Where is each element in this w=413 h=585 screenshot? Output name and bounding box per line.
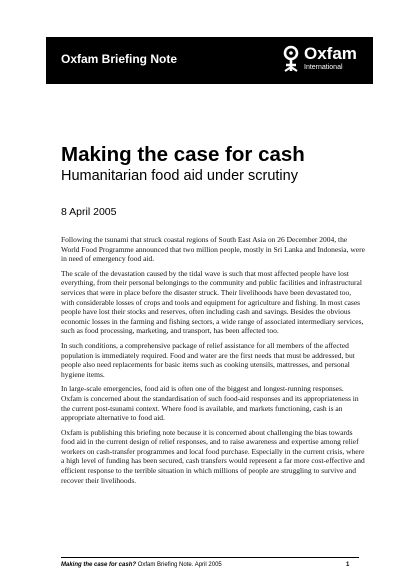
page-number: 1	[346, 562, 350, 568]
footer-text	[61, 562, 222, 569]
body-paragraph: In large-scale emergencies, food aid is often one of the biggest and longest-running responses. Oxfam is concerned about the standardisation of such food-aid responses and its appropriateness in the current post-tsunami context. Where food is available, and markets functioning, cash is an appropriate alternative to food aid.	[61, 384, 359, 423]
document-title: Making the case for cash	[61, 143, 305, 166]
logo-wordmark: Oxfam	[304, 44, 357, 63]
body-paragraph: The scale of the devastation caused by the tidal wave is such that most affected people have lost everything, from their personal belongings to the community and public facilities and infrastructural services that were in place before the disaster struck. Their livelihoods have been devastated too, with considerable losses of crops and tools and equipment for agriculture and fishing. In most cases people have lost their stocks and reserves, often including cash and savings. Besides the obvious economic losses in the farming and fishing sectors, a wide range of associated intermediary services, such as food processing, marketing, and transport, has been affected too.	[61, 268, 364, 336]
body-paragraph: In such conditions, a comprehensive package of relief assistance for all members of the affected population is immediately required. Food and water are the first needs that must be addressed, but people also need replacements for basic items such as cooking utensils, mattresses, and personal hygiene items.	[61, 340, 355, 379]
footer-doc-title: Making the case for cash?	[61, 562, 137, 568]
oxfam-logo	[281, 44, 369, 78]
document-body	[61, 235, 365, 490]
briefing-note-label: Oxfam Briefing Note	[61, 52, 178, 66]
body-paragraph: Oxfam is publishing this briefing note because it is concerned about challenging the bias towards food aid in the current design of relief responses, and to raise awareness and expertise among relief workers on cash-transfer programmes and local food purchase. Especially in the current crisis, where a high level of funding has been secured, cash transfers would represent a far more cost-effective and efficient response to the terrible situation in which millions of people are struggling to survive and recover their livelihoods.	[61, 427, 365, 485]
document-date: 8 April 2005	[61, 206, 117, 218]
footer-divider	[61, 557, 359, 558]
body-paragraph: Following the tsunami that struck coastal regions of South East Asia on 26 December 2004, the World Food Programme announced that two million people, mostly in Sri Lanka and Indonesia, were in need of emergency food aid.	[61, 235, 365, 264]
header-banner	[46, 37, 373, 84]
footer-publication: Oxfam Briefing Note. April 2005	[136, 562, 222, 568]
document-subtitle: Humanitarian food aid under scrutiny	[61, 168, 298, 184]
oxfam-logo-icon	[281, 45, 301, 73]
logo-subtitle: International	[304, 64, 343, 71]
